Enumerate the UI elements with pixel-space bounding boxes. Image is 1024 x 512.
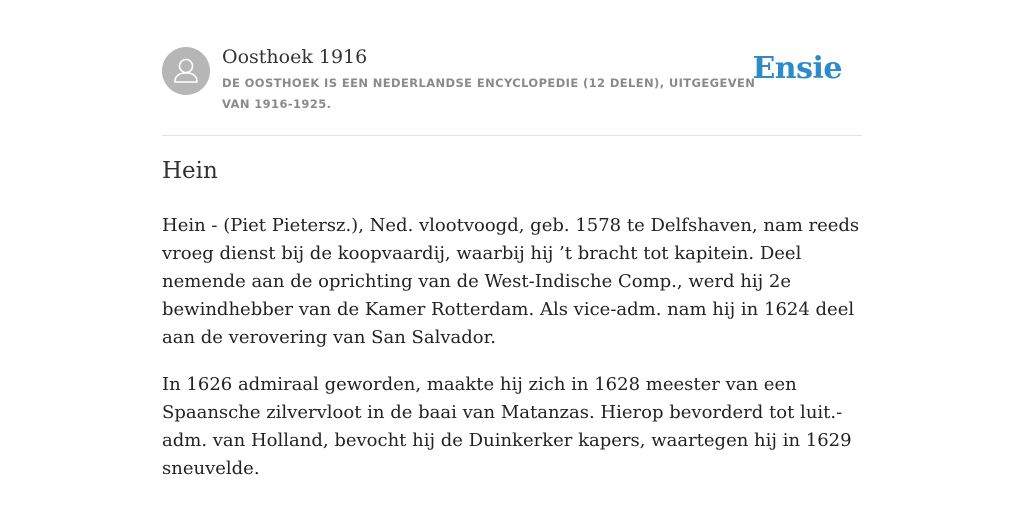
article-body xyxy=(162,212,866,502)
divider xyxy=(162,135,862,136)
source-header xyxy=(162,44,862,134)
article-paragraph: Hein - (Piet Pietersz.), Ned. vlootvoogd, geb. 1578 te Delfshaven, nam reeds vroeg dienst bij de koopvaardij, waarbij hij ’t bracht tot kapitein. Deel nemende aan de oprichting van de West-Indische Comp., werd hij 2e bewindhebber van de Kamer Rotterdam. Als vice-adm. nam hij in 1624 deel aan de verovering van San Salvador. xyxy=(162,215,860,348)
user-icon[interactable] xyxy=(162,47,210,95)
source-description: DE OOSTHOEK IS EEN NEDERLANDSE ENCYCLOPEDIE (12 DELEN), UITGEGEVEN VAN 1916-1925. xyxy=(222,76,756,111)
article-paragraph: In 1626 admiraal geworden, maakte hij zich in 1628 meester van een Spaansche zilvervloot in de baai van Matanzas. Hierop bevorderd tot luit.-adm. van Holland, bevocht hij de Duinkerker kapers, waartegen hij in 1629 sneuvelde. xyxy=(162,374,852,479)
ensie-logo[interactable]: Ensie xyxy=(752,51,842,86)
source-title[interactable]: Oosthoek 1916 xyxy=(222,46,368,68)
page-title: Hein xyxy=(162,158,218,184)
